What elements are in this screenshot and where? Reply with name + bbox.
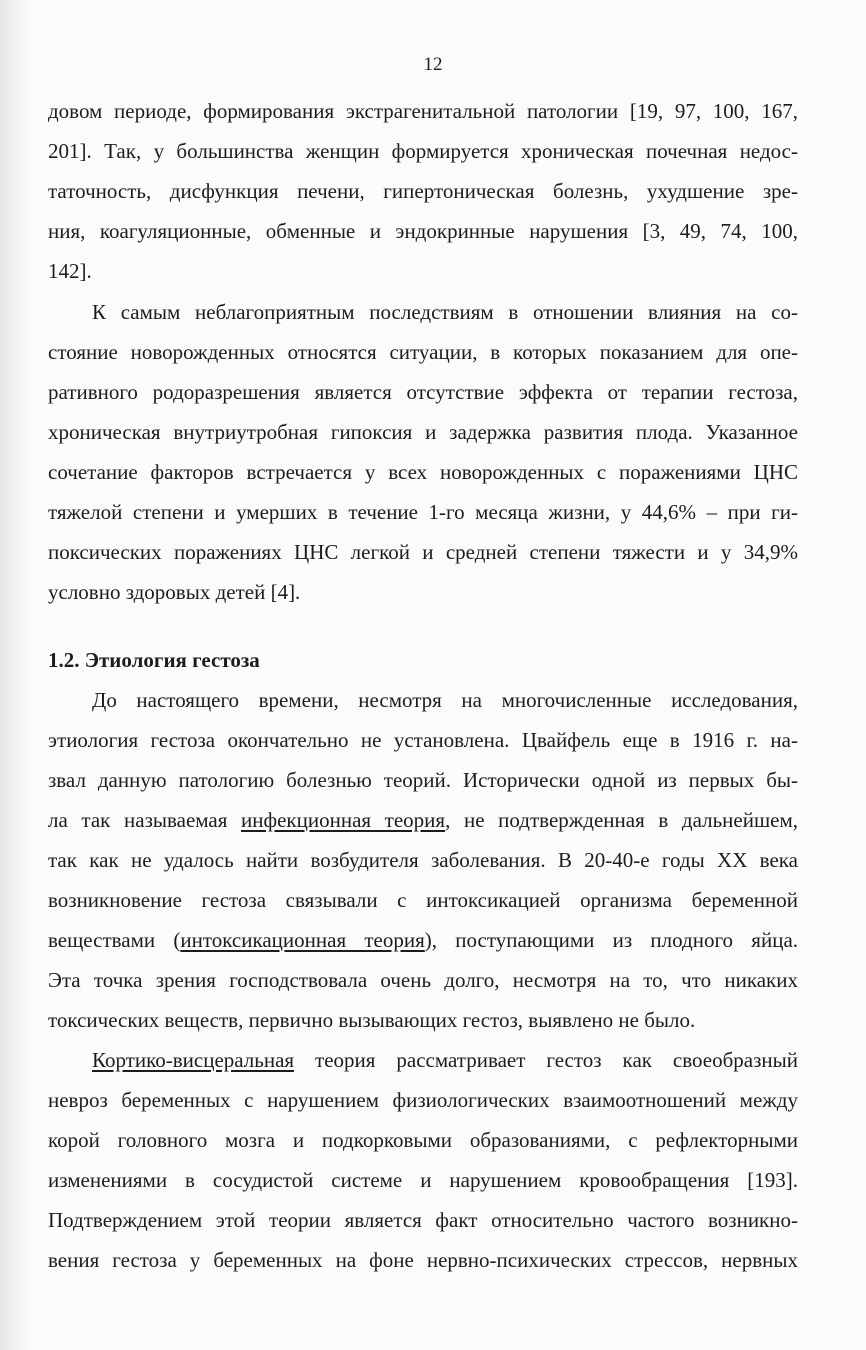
text-line: токсических веществ, первично вызывающих гестоз, выявлено не было. [48, 1008, 696, 1032]
text-line [92, 1048, 798, 1073]
page-number: 12 [423, 54, 443, 75]
text-line: вения гестоза у беременных на фоне нервно-психических стрессов, нервных [48, 1248, 798, 1272]
text-segment: , не подтвержденная в дальнейшем, [445, 808, 798, 832]
text-segment: веществами ( [48, 928, 181, 952]
text-line: стояние новорожденных относятся ситуации, в которых показанием для опе- [48, 340, 798, 364]
text-line: возникновение гестоза связывали с интоксикацией организма беременной [48, 888, 798, 912]
text-line: изменениями в сосудистой системе и нарушением кровообращения [193]. [48, 1168, 798, 1192]
text-line: тяжелой степени и умерших в течение 1-го месяца жизни, у 44,6% – при ги- [48, 500, 798, 524]
text-line [48, 928, 798, 953]
text-line: К самым неблагоприятным последствиям в отношении влияния на со- [92, 300, 798, 324]
text-line: невроз беременных с нарушением физиологических взаимоотношений между [48, 1088, 798, 1112]
text-line [48, 808, 798, 833]
text-line: До настоящего времени, несмотря на многочисленные исследования, [92, 688, 798, 712]
text-line: корой головного мозга и подкорковыми образованиями, с рефлекторными [48, 1128, 798, 1152]
text-line: 142]. [48, 259, 92, 283]
text-line: довом периоде, формирования экстрагенитальной патологии [19, 97, 100, 167, [48, 99, 798, 123]
text-line: сочетание факторов встречается у всех новорожденных с поражениями ЦНС [48, 460, 798, 484]
section-heading: 1.2. Этиология гестоза [48, 648, 260, 672]
text-line: условно здоровых детей [4]. [48, 580, 301, 604]
underlined-term: интоксикационная теория [180, 928, 425, 952]
text-line: звал данную патологию болезнью теорий. Исторически одной из первых бы- [48, 768, 798, 792]
text-line: Подтверждением этой теории является факт относительно частого возникно- [48, 1208, 798, 1232]
text-line: 201]. Так, у большинства женщин формируется хроническая почечная недос- [48, 139, 798, 163]
text-line: ния, коагуляционные, обменные и эндокринные нарушения [3, 49, 74, 100, [48, 219, 798, 243]
text-line: Эта точка зрения господствовала очень долго, несмотря на то, что никаких [48, 968, 798, 992]
text-segment: ла так называемая [48, 808, 242, 832]
underlined-term: Кортико-висцеральная [92, 1048, 295, 1072]
underlined-term: инфекционная теория [241, 808, 446, 832]
text-line: этиология гестоза окончательно не установлена. Цвайфель еще в 1916 г. на- [48, 728, 798, 752]
text-segment: ), поступающими из плодного яйца. [424, 928, 799, 952]
page-edge-shadow [0, 0, 30, 1350]
text-line: ративного родоразрешения является отсутствие эффекта от терапии гестоза, [48, 380, 798, 404]
text-segment: теория рассматривает гестоз как своеобразный [294, 1048, 798, 1072]
text-line: поксических поражениях ЦНС легкой и средней степени тяжести и у 34,9% [48, 540, 798, 564]
text-line: таточность, дисфункция печени, гипертоническая болезнь, ухудшение зре- [48, 179, 798, 203]
text-line: хроническая внутриутробная гипоксия и задержка развития плода. Указанное [48, 420, 798, 444]
text-line: так как не удалось найти возбудителя заболевания. В 20-40-е годы XX века [48, 848, 798, 872]
